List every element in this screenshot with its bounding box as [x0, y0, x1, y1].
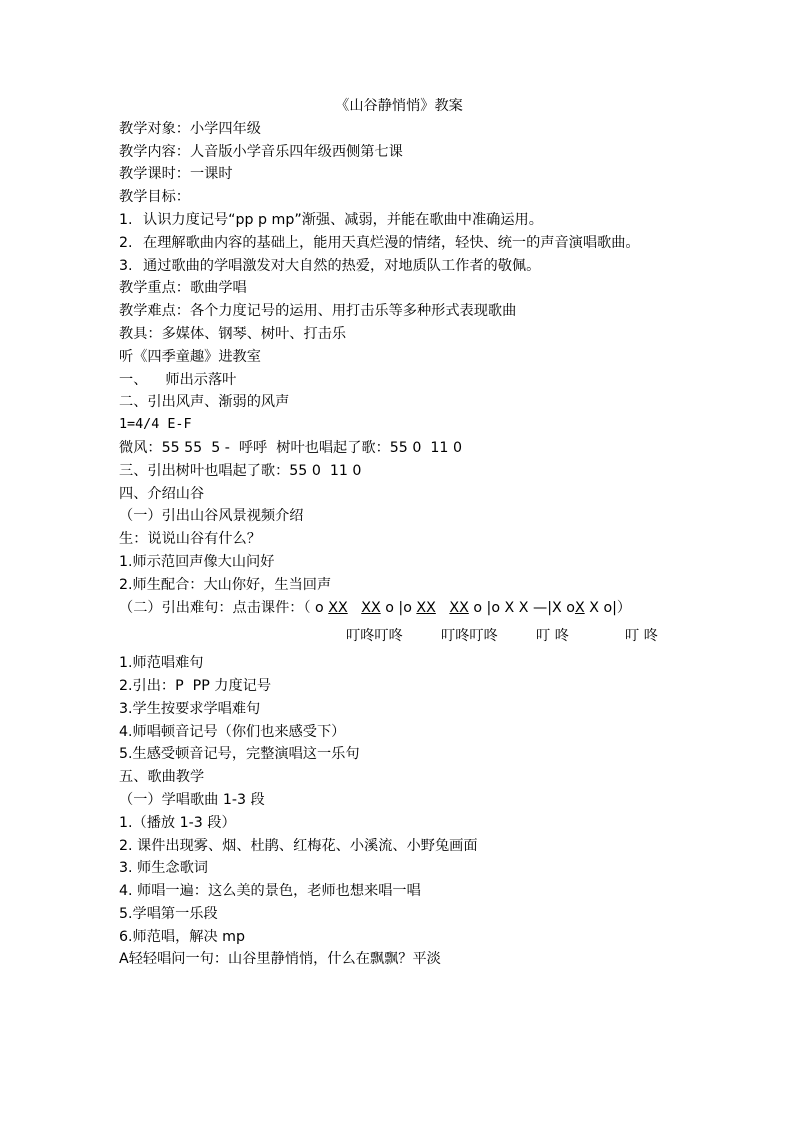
quarter-note: X [574, 599, 585, 616]
step-item: 6.师范唱，解决 mp [119, 928, 245, 945]
eighth-notes: XX [416, 599, 436, 616]
rest-note: o [491, 599, 501, 616]
breeze-line: 微风：55 55 5 - 呼呼 树叶也唱起了歌：55 0 11 0 [119, 439, 462, 456]
goal-number: 3. [119, 257, 133, 274]
rest-note: o [566, 599, 575, 616]
rest-note: o [403, 599, 412, 616]
eighth-notes: XX [449, 599, 469, 616]
rest-note: o [385, 599, 394, 616]
step-item: 4.师唱顿音记号（你们也来感受下） [119, 723, 346, 740]
eighth-notes: XX [328, 599, 348, 616]
notation-line: （二）引出难句：点击课件：（ o XX XX o |o XX XX o |o X X —|X oX X o|） [119, 599, 632, 616]
section-3-heading: 三、引出树叶也唱起了歌：55 0 11 0 [119, 462, 362, 479]
step-item: 5.生感受顿音记号，完整演唱这一乐句 [119, 746, 360, 763]
goal-item [119, 209, 679, 232]
step-item: 1.（播放 1-3 段） [119, 814, 236, 831]
section-5-heading: 五、歌曲教学 [119, 769, 205, 786]
step-item: 5.学唱第一乐段 [119, 905, 218, 922]
bar-line: | [547, 599, 552, 616]
notation-prefix: （二）引出难句：点击课件：（ [119, 599, 311, 616]
lyric-word: 叮咚叮咚 [346, 628, 403, 645]
section-5-sub-1: （一）学唱歌曲 1-3 段 [119, 791, 265, 808]
difficulty: 教学难点：各个力度记号的运用、用打击乐等多种形式表现歌曲 [119, 303, 517, 320]
lesson-plan-page [119, 95, 679, 971]
teaching-hours: 教学课时：一课时 [119, 166, 233, 183]
bar-line: | [612, 599, 617, 616]
goal-text: 通过歌曲的学唱激发对大自然的热爱，对地质队工作者的敬佩。 [143, 257, 541, 274]
step-item: 2. 课件出现雾、烟、杜鹃、红梅花、小溪流、小野兔画面 [119, 837, 478, 854]
goal-number: 2. [119, 234, 133, 251]
goal-item [119, 232, 679, 255]
last-line: A轻轻唱问一句：山谷里静悄悄，什么在飘飘？平淡 [119, 951, 441, 968]
enter-classroom: 听《四季童趣》进教室 [119, 348, 261, 365]
rest-note: o [473, 599, 483, 616]
rest-note: o [603, 599, 613, 616]
teaching-content: 教学内容：人音版小学音乐四年级西侧第七课 [119, 143, 403, 160]
dash: — [533, 599, 548, 616]
quarter-note: X [552, 599, 562, 616]
lyric-word: 叮咚叮咚 [441, 628, 498, 645]
section-4-heading: 四、介绍山谷 [119, 485, 205, 502]
teaching-target: 教学对象：小学四年级 [119, 120, 261, 137]
lyric-word: 叮 咚 [536, 628, 569, 645]
section-4-question: 生：说说山谷有什么？ [119, 531, 261, 548]
key-signature: 1=4/4 E-F [119, 417, 192, 433]
quarter-note: X [589, 599, 599, 616]
step-item: 3. 师生念歌词 [119, 860, 208, 877]
bar-line: | [398, 599, 404, 616]
step-item: 1.师范唱难句 [119, 655, 204, 672]
lyrics-row [119, 625, 679, 648]
step-item: 4. 师唱一遍：这么美的景色，老师也想来唱一唱 [119, 883, 421, 900]
section-2-heading: 二、引出风声、渐弱的风声 [119, 394, 290, 411]
document-title: 《山谷静悄悄》教案 [335, 98, 463, 114]
section-4-step-2: 2.师生配合：大山你好，生当回声 [119, 576, 332, 593]
goal-number: 1. [119, 211, 133, 228]
goals-label: 教学目标： [119, 189, 190, 206]
lyric-word: 叮 咚 [625, 628, 658, 645]
section-1-heading: 一、 师出示落叶 [119, 371, 237, 388]
section-4-sub-1: （一）引出山谷风景视频介绍 [119, 508, 304, 525]
goal-text: 认识力度记号“pp p mp”渐强、减弱，并能在歌曲中准确运用。 [143, 211, 543, 228]
key-point: 教学重点：歌曲学唱 [119, 280, 247, 297]
eighth-notes: XX [361, 599, 381, 616]
rest-note: o [315, 599, 324, 616]
bar-line: | [486, 599, 492, 616]
step-item: 3.学生按要求学唱难句 [119, 700, 261, 717]
section-4-step-1: 1.师示范回声像大山问好 [119, 553, 275, 570]
goal-text: 在理解歌曲内容的基础上，能用天真烂漫的情绪，轻快、统一的声音演唱歌曲。 [143, 234, 640, 251]
step-item: 2.引出：P PP 力度记号 [119, 677, 272, 694]
goal-item [119, 255, 679, 278]
quarter-note: X [518, 599, 529, 616]
quarter-note: X [504, 599, 515, 616]
teaching-tools: 教具：多媒体、钢琴、树叶、打击乐 [119, 325, 347, 342]
